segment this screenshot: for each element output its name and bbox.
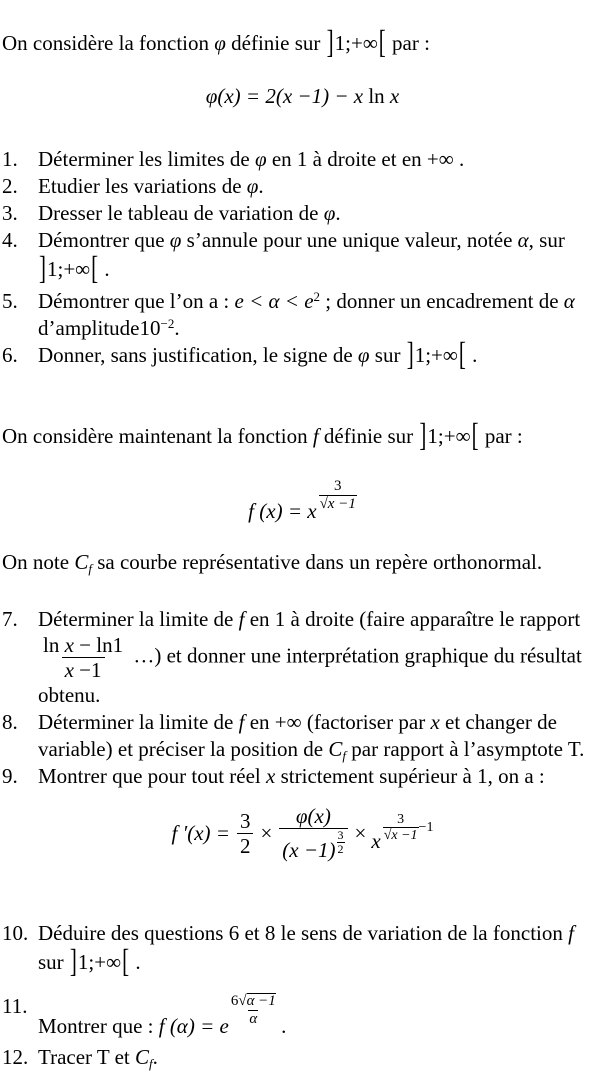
fraction-denominator: 2	[237, 833, 254, 858]
fraction-numerator: 3	[239, 808, 251, 833]
text-segment: en 1 à droite (faire apparaître le rapport	[244, 607, 581, 631]
x-symbol: x	[64, 633, 74, 657]
infinity-symbol: +∞	[426, 147, 454, 171]
question-text	[38, 146, 603, 173]
text-segment: Donner, sans justification, le signe de	[38, 343, 358, 367]
left-bracket: ]	[39, 248, 46, 287]
text-segment: Montrer que pour tout réel	[38, 764, 267, 788]
question-text	[38, 763, 603, 790]
question-5	[2, 288, 603, 342]
text-segment: Démontrer que	[38, 228, 170, 252]
question-9	[2, 763, 603, 790]
question-number: 6.	[2, 343, 18, 367]
fraction-numerator: φ(x)	[295, 804, 331, 828]
question-text	[38, 227, 603, 288]
phi-over-x-minus-1-fraction	[279, 804, 347, 862]
curve-note-paragraph	[2, 549, 603, 576]
exponent-tail: −1	[418, 819, 434, 835]
fraction-numerator: 3	[397, 811, 405, 827]
ln-operator: ln	[43, 633, 65, 657]
text-segment: variable) et préciser la position de	[38, 737, 329, 761]
x-symbol: x	[64, 658, 74, 682]
question-text	[38, 200, 603, 227]
text-segment: en 1 à droite et en	[266, 147, 427, 171]
text-segment: Déterminer les limites de	[38, 147, 255, 171]
exponent-fraction	[231, 993, 276, 1028]
question-8	[2, 709, 603, 763]
text-segment: .	[275, 1014, 287, 1038]
fraction-numerator: 3	[337, 828, 344, 842]
x-symbol: x	[266, 764, 276, 788]
question-1	[2, 146, 603, 173]
question-number: 8.	[2, 710, 18, 734]
interval-notation	[418, 415, 479, 454]
subscript-f: f	[88, 561, 92, 576]
question-list-1	[2, 146, 603, 373]
exponent-fraction	[383, 812, 419, 843]
interval-body: 1;+∞	[427, 424, 471, 448]
radicand: x −1	[327, 496, 356, 512]
question-list-2	[2, 606, 603, 1071]
text-segment: obtenu.	[38, 683, 101, 707]
math-segment: φ(x) = 2(x −1) − x	[205, 84, 369, 108]
phi-symbol: φ	[323, 201, 336, 225]
text-segment: par :	[386, 31, 430, 55]
question-text	[38, 993, 603, 1040]
question-text	[38, 1044, 603, 1071]
phi-symbol: φ	[169, 228, 182, 252]
radical-sign: 6√	[230, 993, 247, 1009]
infinity-symbol: +∞	[274, 710, 302, 734]
text-segment: sur	[369, 343, 406, 367]
text-segment: sa courbe représentative dans un repère orthonormal.	[91, 550, 543, 574]
text-segment: Dresser le tableau de variation de	[38, 201, 324, 225]
phi-symbol: φ	[246, 174, 259, 198]
question-11	[2, 993, 603, 1040]
left-bracket: ]	[326, 22, 334, 61]
text-segment: .	[174, 316, 180, 340]
x-symbol: x	[371, 828, 381, 853]
text-segment: et changer de	[439, 710, 557, 734]
right-bracket: [	[91, 248, 99, 287]
text-segment: , sur	[528, 228, 565, 252]
right-bracket: [	[122, 941, 130, 980]
ln-operator: ln	[368, 84, 390, 108]
right-bracket: [	[378, 22, 386, 61]
script-c-symbol: C	[74, 550, 89, 574]
text-segment: définie sur	[318, 424, 419, 448]
question-number: 12.	[2, 1045, 29, 1069]
question-text	[38, 288, 603, 342]
radicand: α −1	[246, 993, 276, 1009]
text-segment: sur	[38, 950, 69, 974]
text-segment: en	[244, 710, 275, 734]
intro-paragraph-phi	[2, 22, 603, 61]
text-segment: par rapport à l’asymptote T.	[346, 737, 585, 761]
text-segment: d’amplitude	[38, 316, 140, 340]
script-c-symbol: C	[135, 1045, 150, 1069]
fraction-denominator	[279, 828, 347, 862]
text-segment: On note	[2, 550, 75, 574]
text-segment: Déduire des questions 6 et 8 le sens de variation de la fonction	[38, 921, 569, 945]
formula-phi-definition	[2, 83, 603, 110]
fraction-numerator	[231, 993, 276, 1010]
alpha-symbol: α	[517, 228, 529, 252]
text-segment: .	[99, 257, 110, 281]
text-segment: .	[453, 147, 465, 171]
f-symbol: f	[238, 607, 245, 631]
question-text	[38, 920, 603, 981]
left-bracket: ]	[406, 334, 414, 373]
fraction-denominator	[319, 495, 357, 513]
formula-f-derivative	[2, 796, 603, 870]
question-number: 7.	[2, 607, 18, 631]
exponent-fraction	[319, 478, 357, 513]
text-segment: .	[466, 343, 478, 367]
exponent-three-halves	[337, 829, 345, 856]
question-2	[2, 173, 603, 200]
exponent-2: 2	[313, 289, 321, 304]
interval-notation	[38, 248, 99, 287]
f-symbol: f	[312, 424, 319, 448]
question-4	[2, 227, 603, 288]
power-expression	[248, 478, 357, 525]
derivative-expression	[172, 804, 434, 862]
text-segment: …) et donner une interprétation graphique du résultat	[128, 643, 582, 668]
text-segment: ; donner un encadrement de	[320, 289, 564, 313]
left-bracket: ]	[69, 941, 77, 980]
f-symbol: f	[238, 710, 245, 734]
question-number: 10.	[2, 921, 29, 945]
question-number: 2.	[2, 174, 18, 198]
text-segment: On considère la fonction	[2, 31, 215, 55]
x-symbol: x	[430, 710, 440, 734]
f-symbol: f	[568, 921, 574, 945]
script-c-symbol: C	[328, 737, 343, 761]
base-10: 10	[139, 316, 161, 340]
text-segment: Démontrer que l’on a :	[38, 289, 235, 313]
power-expression	[159, 993, 276, 1040]
text-segment: .	[152, 1045, 158, 1069]
text-segment: définie sur	[225, 31, 326, 55]
text-segment: .	[258, 174, 264, 198]
question-10	[2, 920, 603, 981]
right-bracket: [	[458, 334, 466, 373]
left-bracket: ]	[419, 415, 427, 454]
math-segment: x	[389, 84, 400, 108]
text-segment: strictement supérieur à 1, on a :	[275, 764, 545, 788]
exponent-minus-2: −2	[160, 316, 175, 331]
question-text	[38, 334, 603, 373]
times-sign: ×	[260, 820, 273, 845]
question-number: 3.	[2, 201, 18, 225]
phi-symbol: φ	[254, 147, 267, 171]
text-segment: par :	[479, 424, 523, 448]
interval-body: 1;+∞	[414, 343, 458, 367]
text-segment: Etudier les variations de	[38, 174, 247, 198]
fraction-numerator	[40, 633, 126, 657]
power-expression	[371, 812, 433, 855]
text-segment: Déterminer la limite de	[38, 710, 239, 734]
interval-notation	[69, 941, 130, 980]
interval-body: 1;+∞	[77, 950, 122, 974]
question-7	[2, 606, 603, 709]
text-segment: Déterminer la limite de	[38, 607, 239, 631]
fraction-denominator: α	[249, 1011, 258, 1027]
fraction-denominator	[62, 657, 105, 682]
text-segment: .	[335, 201, 341, 225]
interval-body: 1;+∞	[47, 257, 91, 281]
exponent-group	[383, 812, 434, 843]
question-12	[2, 1044, 603, 1071]
math-segment: −1	[73, 658, 102, 682]
interval-notation	[326, 22, 387, 61]
question-number: 5.	[2, 289, 18, 313]
math-segment: f (x) = x	[248, 499, 317, 523]
math-segment: (x −1)	[282, 838, 336, 862]
text-segment: s’annule pour une unique valeur, notée	[181, 228, 518, 252]
fraction-numerator: 3	[333, 478, 342, 494]
question-number: 4.	[2, 228, 18, 252]
ln-ratio-fraction	[40, 633, 126, 682]
fraction-denominator	[383, 827, 419, 843]
text-segment: Tracer T et	[38, 1045, 136, 1069]
question-3	[2, 200, 603, 227]
text-segment: .	[130, 950, 141, 974]
text-segment: (factoriser par	[301, 710, 431, 734]
subscript-f: f	[149, 1056, 153, 1071]
three-halves-fraction	[237, 809, 254, 858]
question-text	[38, 709, 603, 763]
radical-sign: √	[319, 496, 328, 512]
question-number: 9.	[2, 764, 18, 788]
times-sign: ×	[354, 820, 367, 845]
interval-notation	[406, 334, 467, 373]
formula-f-definition	[2, 478, 603, 525]
question-number: 1.	[2, 147, 18, 171]
math-segment: f (α) = e	[158, 1014, 229, 1038]
phi-symbol: φ	[214, 31, 226, 55]
phi-symbol: φ	[357, 343, 370, 367]
text-segment: Montrer que :	[38, 1014, 159, 1038]
alpha-symbol: α	[563, 289, 575, 313]
right-bracket: [	[471, 415, 479, 454]
subscript-f: f	[342, 748, 347, 763]
text-segment: On considère maintenant la fonction	[2, 424, 313, 448]
inequality-e-alpha: e < α < e	[234, 289, 314, 313]
fraction-denominator: 2	[337, 842, 344, 856]
question-text	[38, 606, 603, 709]
radicand: x −1	[391, 827, 418, 843]
question-number: 11.	[2, 994, 28, 1018]
radical-sign: √	[383, 827, 392, 843]
math-segment: f ′(x) =	[171, 820, 230, 845]
question-6	[2, 334, 603, 373]
question-text	[38, 173, 603, 200]
interval-body: 1;+∞	[334, 31, 378, 55]
math-segment: − ln1	[73, 633, 124, 657]
intro-paragraph-f	[2, 415, 603, 454]
